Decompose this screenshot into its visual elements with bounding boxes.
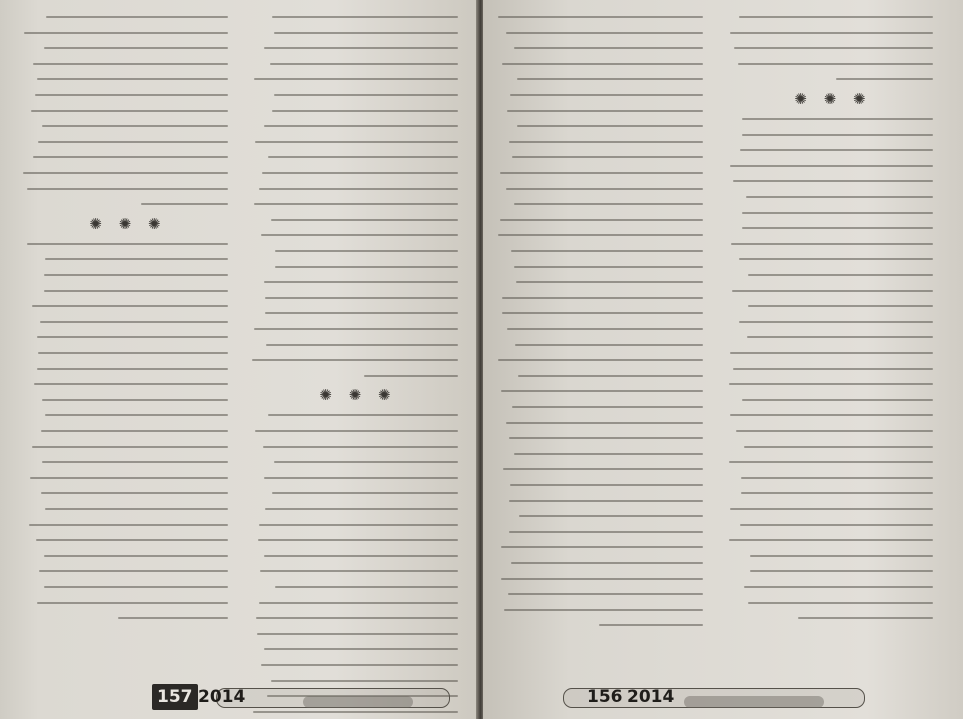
text-column-left-inner bbox=[252, 6, 464, 674]
text-line bbox=[736, 430, 933, 432]
text-line bbox=[506, 422, 703, 424]
text-line bbox=[509, 141, 703, 143]
text-line bbox=[252, 359, 458, 361]
text-line bbox=[271, 680, 458, 682]
text-line bbox=[36, 539, 228, 541]
text-line bbox=[742, 227, 933, 229]
text-line bbox=[732, 290, 933, 292]
text-line bbox=[731, 243, 933, 245]
text-line bbox=[501, 546, 703, 548]
text-line bbox=[45, 258, 228, 260]
text-line bbox=[498, 16, 703, 18]
text-line bbox=[271, 219, 458, 221]
text-line bbox=[744, 586, 933, 588]
text-line bbox=[509, 500, 703, 502]
text-line bbox=[259, 188, 458, 190]
text-line bbox=[517, 78, 703, 80]
text-line bbox=[510, 484, 703, 486]
text-line bbox=[259, 524, 458, 526]
text-line bbox=[254, 78, 458, 80]
text-line bbox=[38, 141, 228, 143]
text-line bbox=[514, 266, 703, 268]
text-line bbox=[733, 180, 933, 182]
issue-year: 2014 bbox=[198, 687, 246, 707]
text-line bbox=[257, 633, 458, 635]
text-line bbox=[29, 524, 228, 526]
text-line bbox=[503, 468, 703, 470]
text-line bbox=[37, 602, 228, 604]
text-line bbox=[741, 492, 933, 494]
text-line bbox=[268, 414, 458, 416]
text-line bbox=[739, 321, 933, 323]
text-line bbox=[502, 297, 703, 299]
text-line bbox=[42, 125, 228, 127]
text-line bbox=[141, 203, 228, 205]
text-line bbox=[27, 243, 228, 245]
text-line bbox=[500, 219, 703, 221]
text-line bbox=[270, 63, 458, 65]
text-line bbox=[272, 492, 458, 494]
text-line bbox=[730, 32, 933, 34]
text-line bbox=[39, 570, 228, 572]
text-line bbox=[259, 602, 458, 604]
text-line bbox=[511, 562, 703, 564]
text-line bbox=[261, 664, 458, 666]
text-line bbox=[506, 188, 703, 190]
text-line bbox=[517, 125, 703, 127]
text-line bbox=[746, 196, 933, 198]
text-line bbox=[260, 570, 458, 572]
text-line bbox=[38, 352, 228, 354]
text-line bbox=[42, 461, 228, 463]
text-line bbox=[275, 266, 458, 268]
text-line bbox=[744, 446, 933, 448]
text-line bbox=[37, 78, 228, 80]
text-line bbox=[729, 539, 933, 541]
text-line bbox=[500, 172, 703, 174]
text-line bbox=[44, 290, 228, 292]
text-line bbox=[748, 305, 933, 307]
text-line bbox=[733, 368, 933, 370]
text-line bbox=[729, 383, 933, 385]
text-line bbox=[516, 281, 703, 283]
text-line bbox=[264, 648, 458, 650]
text-line bbox=[261, 234, 458, 236]
text-line bbox=[798, 617, 933, 619]
text-line bbox=[41, 492, 228, 494]
text-line bbox=[502, 312, 703, 314]
text-line bbox=[836, 78, 933, 80]
text-line bbox=[514, 453, 703, 455]
page-number: 156 bbox=[587, 687, 623, 707]
text-line bbox=[740, 524, 933, 526]
text-line bbox=[514, 47, 703, 49]
text-line bbox=[272, 110, 458, 112]
text-line bbox=[27, 188, 228, 190]
text-line bbox=[275, 250, 458, 252]
text-line bbox=[498, 234, 703, 236]
text-line bbox=[265, 312, 458, 314]
text-line bbox=[729, 461, 933, 463]
text-line bbox=[118, 617, 228, 619]
text-line bbox=[504, 609, 703, 611]
text-line bbox=[264, 477, 458, 479]
text-line bbox=[256, 617, 458, 619]
text-line bbox=[254, 203, 458, 205]
text-line bbox=[741, 477, 933, 479]
text-line bbox=[255, 430, 459, 432]
text-line bbox=[264, 125, 458, 127]
text-line bbox=[364, 375, 458, 377]
text-column-right-inner bbox=[497, 6, 709, 674]
text-line bbox=[254, 328, 458, 330]
text-line bbox=[262, 172, 458, 174]
text-line bbox=[265, 508, 458, 510]
text-line bbox=[264, 281, 458, 283]
text-line bbox=[44, 47, 228, 49]
text-line bbox=[730, 508, 933, 510]
text-line bbox=[519, 515, 703, 517]
text-line bbox=[512, 156, 703, 158]
text-line bbox=[515, 344, 703, 346]
issue-year: 2014 bbox=[627, 687, 675, 707]
text-line bbox=[599, 624, 703, 626]
text-line bbox=[41, 430, 228, 432]
text-line bbox=[255, 141, 458, 143]
text-line bbox=[750, 570, 933, 572]
left-page-footer bbox=[128, 684, 458, 712]
text-line bbox=[518, 375, 703, 377]
text-line bbox=[514, 203, 703, 205]
text-line bbox=[23, 172, 228, 174]
text-line bbox=[37, 336, 228, 338]
text-line bbox=[747, 336, 933, 338]
text-line bbox=[45, 414, 228, 416]
text-line bbox=[498, 359, 703, 361]
text-line bbox=[32, 446, 228, 448]
text-line bbox=[730, 165, 933, 167]
text-line bbox=[742, 212, 933, 214]
text-line bbox=[33, 156, 228, 158]
text-line bbox=[272, 16, 458, 18]
text-line bbox=[509, 437, 703, 439]
text-line bbox=[501, 578, 703, 580]
text-line bbox=[35, 94, 228, 96]
text-line bbox=[274, 32, 458, 34]
text-line bbox=[275, 586, 458, 588]
text-line bbox=[24, 32, 228, 34]
left-page bbox=[0, 0, 478, 719]
text-line bbox=[506, 32, 703, 34]
text-line bbox=[750, 555, 933, 557]
text-line bbox=[40, 321, 228, 323]
text-line bbox=[274, 461, 458, 463]
text-line bbox=[264, 555, 458, 557]
text-line bbox=[511, 250, 703, 252]
text-line bbox=[730, 414, 933, 416]
text-line bbox=[738, 63, 933, 65]
text-line bbox=[266, 344, 458, 346]
text-line bbox=[44, 274, 228, 276]
text-line bbox=[742, 399, 933, 401]
text-line bbox=[742, 134, 933, 136]
text-column-right-outer bbox=[727, 6, 939, 674]
text-line bbox=[46, 16, 228, 18]
section-divider-ornament: ✺ ✺ ✺ bbox=[794, 90, 872, 108]
text-column-left-outer bbox=[22, 6, 234, 674]
section-divider-ornament: ✺ ✺ ✺ bbox=[89, 214, 167, 233]
text-line bbox=[31, 110, 228, 112]
text-line bbox=[748, 602, 933, 604]
text-line bbox=[507, 110, 703, 112]
text-line bbox=[502, 63, 703, 65]
text-line bbox=[37, 368, 228, 370]
footer-frame bbox=[216, 688, 450, 708]
text-line bbox=[265, 297, 458, 299]
text-line bbox=[739, 258, 933, 260]
text-line bbox=[740, 149, 933, 151]
text-line bbox=[42, 399, 228, 401]
text-line bbox=[507, 328, 703, 330]
text-line bbox=[33, 63, 228, 65]
section-divider-ornament: ✺ ✺ ✺ bbox=[319, 386, 397, 405]
text-line bbox=[734, 47, 933, 49]
text-line bbox=[34, 383, 228, 385]
masthead bbox=[303, 696, 413, 708]
text-line bbox=[258, 539, 458, 541]
text-line bbox=[32, 305, 228, 307]
text-line bbox=[730, 352, 933, 354]
text-line bbox=[44, 586, 229, 588]
text-line bbox=[274, 94, 458, 96]
text-line bbox=[739, 16, 933, 18]
text-line bbox=[508, 593, 703, 595]
text-line bbox=[509, 531, 703, 533]
text-line bbox=[501, 390, 703, 392]
text-line bbox=[30, 477, 228, 479]
page-number: 157 bbox=[152, 684, 198, 710]
masthead bbox=[684, 696, 824, 708]
right-page bbox=[483, 0, 963, 719]
text-line bbox=[742, 118, 933, 120]
text-line bbox=[510, 94, 703, 96]
text-line bbox=[512, 406, 703, 408]
right-page-footer bbox=[553, 684, 883, 712]
text-line bbox=[264, 47, 458, 49]
text-line bbox=[263, 446, 458, 448]
text-line bbox=[748, 274, 933, 276]
text-line bbox=[45, 508, 228, 510]
text-line bbox=[44, 555, 228, 557]
text-line bbox=[268, 156, 458, 158]
